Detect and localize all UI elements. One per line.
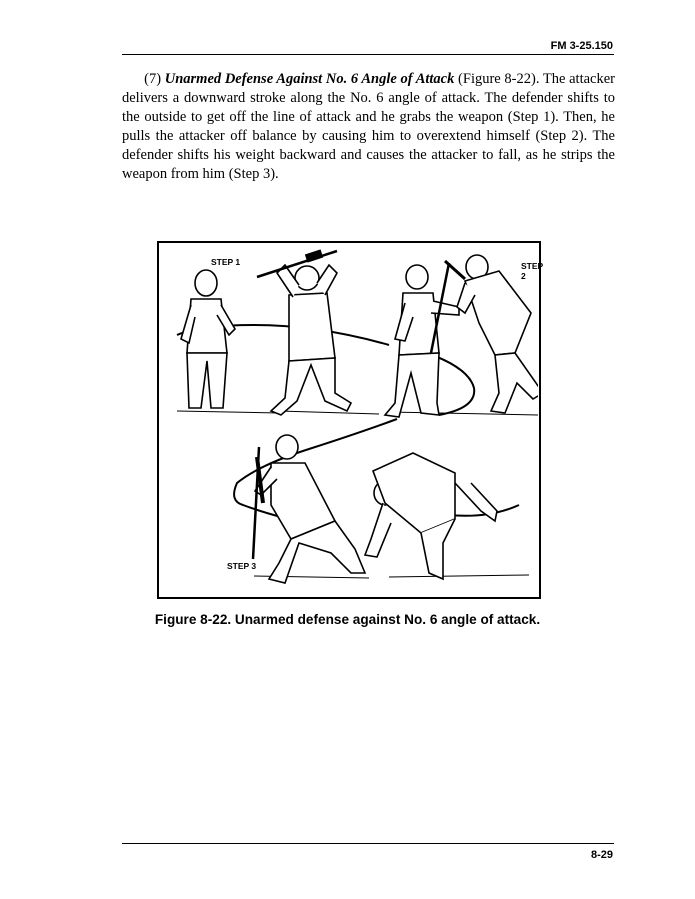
step2-label: STEP 2 (521, 261, 544, 281)
paragraph (122, 70, 615, 184)
figure-illustration (157, 241, 544, 599)
paragraph-title: Unarmed Defense Against No. 6 Angle of Attack (164, 71, 455, 87)
attacker-step1 (271, 265, 351, 415)
defender-step2 (385, 265, 459, 417)
paragraph-number: (7) (144, 71, 162, 87)
defender-step1 (181, 270, 235, 408)
defender-step3 (255, 435, 365, 583)
paragraph-body: (Figure 8-22). The attacker delivers a downward stroke along the No. 6 angle of attack. The defender shifts to the outside to get off the line of attack and he grabs the weapon (Step 1). Then, he pulls the attacker off balance by causing him to overextend himself (Step 2). The defender shifts his weight backward and causes the attacker to fall, as he strips the weapon from him (Step 3). (122, 71, 615, 182)
step1-label: STEP 1 (211, 257, 241, 267)
header-rule (122, 54, 614, 55)
rifle-step3 (253, 447, 263, 559)
running-header: FM 3-25.150 (550, 40, 613, 52)
figure-caption: Figure 8-22. Unarmed defense against No. 6 angle of attack. (154, 612, 541, 627)
combat-illustration (159, 243, 538, 596)
step3-label: STEP 3 (227, 561, 257, 571)
page-number: 8-29 (590, 849, 613, 861)
footer-rule (122, 843, 614, 844)
